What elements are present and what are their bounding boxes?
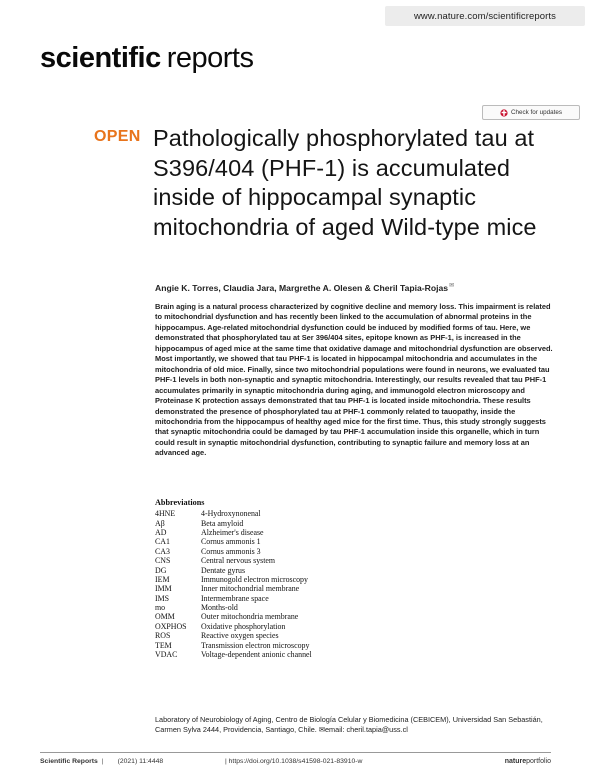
- abbreviation-row: [155, 650, 312, 659]
- logo-scientific: scientific: [40, 42, 161, 74]
- abbreviation-row: [155, 509, 312, 518]
- abbreviation-definition: 4-Hydroxynonenal: [201, 509, 261, 519]
- page-footer: [40, 756, 551, 766]
- abbreviation-definition: Intermembrane space: [201, 593, 269, 603]
- corresponding-email[interactable]: email: cheril.tapia@uss.cl: [325, 725, 408, 735]
- abbreviation-row: [155, 556, 312, 565]
- check-for-updates-button[interactable]: [482, 105, 580, 120]
- abbreviation-row: [155, 528, 312, 537]
- abbreviation-row: [155, 547, 312, 556]
- abbreviation-definition: Cornus ammonis 3: [201, 546, 261, 556]
- abbreviation-row: [155, 518, 312, 527]
- abstract: Brain aging is a natural process characterized by cognitive decline and memory loss. This impairment is related to mitochondrial dysfunction and has recently been linked to the accumulation of abnormal proteins in the hippocampus. Age-related mitochondrial dysfunction could be induced by modified forms of tau. Here, we demonstrated that phosphorylated tau at Ser 396/404 sites, epitope known as PHF-1, is increased in the hippocampus of aged mice at the same time that oxidative damage and mitochondrial dysfunction are observed. Most importantly, we showed that tau PHF-1 is located in hippocampal mitochondria and accumulates in the mitochondria of old mice. Finally, since two mitochondrial populations were found in neurons, we evaluated tau PHF-1 levels in both non-synaptic and synaptic mitochondria. Interestingly, our results revealed that tau PHF-1 accumulates primarily in synaptic mitochondria during aging, and immunogold electron microscopy and Proteinase K protection assays demonstrated that tau PHF-1 is located inside mitochondria. These results demonstrated the presence of phosphorylated tau at PHF-1 commonly related to tauopathy, inside the mitochondria from the hippocampus of healthy aged mice for the first time. Thus, this study strongly suggests that synaptic mitochondria could be damaged by tau PHF-1 accumulation inside this organelle, which in turn could result in synaptic mitochondrial dysfunction, contributing to synaptic failure and memory loss at an advanced age.: [155, 302, 553, 458]
- abbreviation-term: CNS: [155, 556, 171, 566]
- abbreviation-definition: Dentate gyrus: [201, 565, 246, 575]
- abbreviation-row: [155, 537, 312, 546]
- authors-text: Angie K. Torres, Claudia Jara, Margrethe A. Olesen & Cheril Tapia-Rojas: [155, 282, 449, 293]
- abbreviation-row: [155, 565, 312, 574]
- abbreviation-term: CA3: [155, 546, 170, 556]
- abbreviation-definition: Reactive oxygen species: [201, 631, 279, 641]
- abbreviation-row: [155, 603, 312, 612]
- abbreviation-definition: Voltage-dependent anionic channel: [201, 650, 312, 660]
- footer-volume: (2021) 11:4448: [117, 757, 164, 765]
- abbreviation-term: IEM: [155, 574, 170, 584]
- abbreviation-definition: Inner mitochondrial membrane: [201, 584, 300, 594]
- abbreviation-term: OXPHOS: [155, 621, 187, 631]
- abbreviation-row: [155, 575, 312, 584]
- footer-divider: [40, 752, 551, 753]
- abbreviation-definition: Outer mitochondria membrane: [201, 612, 299, 622]
- journal-logo[interactable]: [40, 44, 253, 73]
- abbreviation-row: [155, 584, 312, 593]
- footer-journal-name: Scientific Reports: [40, 757, 98, 765]
- abbreviation-row: [155, 640, 312, 649]
- abbreviation-definition: Central nervous system: [201, 556, 276, 566]
- article-title: Pathologically phosphorylated tau at S396/404 (PHF-1) is accumulated inside of hippocampal synaptic mitochondria of aged Wild-type mice: [153, 125, 537, 240]
- abbreviation-row: [155, 594, 312, 603]
- affiliation-text: Laboratory of Neurobiology of Aging, Centro de Biología Celular y Biomedicina (CEBICEM), Universidad San Sebastián, Carmen Sylva 2444, Providencia, Santiago, Chile.: [155, 715, 543, 735]
- logo-reports: reports: [166, 42, 254, 74]
- abbreviation-term: mo: [155, 603, 166, 613]
- abbreviation-row: [155, 631, 312, 640]
- abbreviation-definition: Immunogold electron microscopy: [201, 574, 308, 584]
- check-for-updates-label: Check for updates: [510, 109, 563, 116]
- abbreviation-term: CA1: [155, 537, 170, 547]
- footer-doi-link[interactable]: | https://doi.org/10.1038/s41598-021-83910-w: [225, 757, 363, 765]
- abbreviation-term: 4HNE: [155, 509, 176, 519]
- email-icon: ✉: [318, 725, 325, 735]
- open-access-label: OPEN: [94, 128, 141, 145]
- abbreviation-term: ROS: [155, 631, 171, 641]
- abbreviation-term: IMM: [155, 584, 172, 594]
- abbreviation-term: AD: [155, 527, 167, 537]
- abbreviation-definition: Oxidative phosphorylation: [201, 621, 286, 631]
- abbreviations-heading: Abbreviations: [155, 498, 205, 507]
- abbreviation-definition: Beta amyloid: [201, 518, 244, 528]
- footer-separator: |: [101, 757, 104, 765]
- abbreviation-definition: Transmission electron microscopy: [201, 640, 310, 650]
- abbreviation-definition: Alzheimer's disease: [201, 527, 264, 537]
- author-list: [155, 282, 454, 293]
- abbreviation-definition: Months-old: [201, 603, 238, 613]
- abbreviation-term: VDAC: [155, 650, 178, 660]
- abbreviation-row: [155, 622, 312, 631]
- abbreviation-term: OMM: [155, 612, 175, 622]
- nature-portfolio-logo: natureportfolio: [504, 757, 551, 765]
- abbreviation-term: IMS: [155, 593, 170, 603]
- abbreviation-term: DG: [155, 565, 167, 575]
- abbreviation-term: TEM: [155, 640, 172, 650]
- affiliation: [155, 715, 555, 736]
- abbreviation-row: [155, 612, 312, 621]
- journal-url[interactable]: www.nature.com/scientificreports: [385, 6, 585, 26]
- crossmark-icon: [500, 109, 508, 117]
- abbreviation-definition: Cornus ammonis 1: [201, 537, 261, 547]
- corresponding-author-mail-icon[interactable]: ✉: [449, 283, 455, 289]
- abbreviations-list: [155, 509, 312, 659]
- abbreviation-term: Aβ: [155, 518, 165, 528]
